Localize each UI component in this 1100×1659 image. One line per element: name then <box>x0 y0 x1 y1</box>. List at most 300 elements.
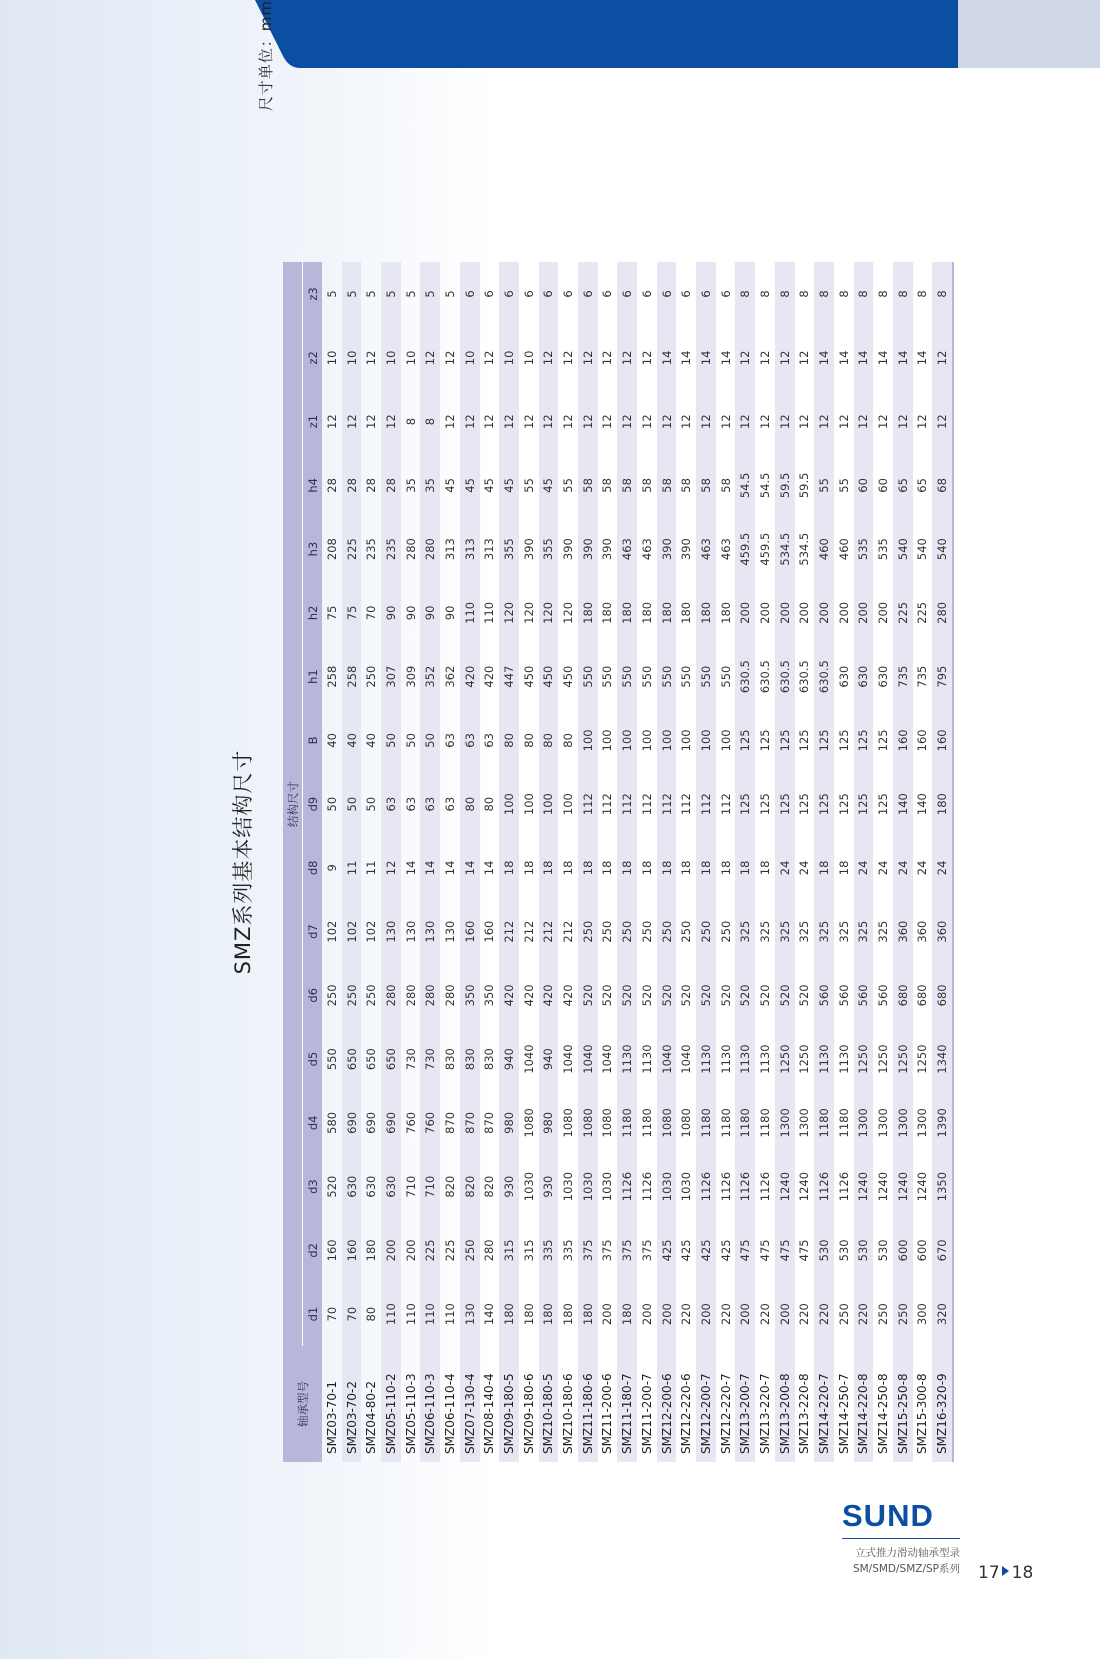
value-cell-b: 100 <box>696 708 716 772</box>
table-row <box>440 262 460 1462</box>
value-cell-b: 63 <box>442 733 457 748</box>
value-cell-d2: 475 <box>757 1239 772 1262</box>
value-cell-d5: 1130 <box>735 1027 755 1091</box>
column-header-h1: h1 <box>303 645 323 709</box>
value-cell-d7: 325 <box>854 900 874 964</box>
value-cell-d7: 325 <box>735 900 755 964</box>
value-cell-d5: 1250 <box>893 1027 913 1091</box>
value-cell-z1: 12 <box>775 390 795 454</box>
value-cell-z1: 12 <box>342 390 362 454</box>
value-cell-d1: 200 <box>657 1282 677 1346</box>
value-cell-d1: 180 <box>521 1303 536 1326</box>
value-cell-d2: 160 <box>342 1218 362 1282</box>
value-cell-d7: 212 <box>499 900 519 964</box>
value-cell-h4: 35 <box>420 453 440 517</box>
value-cell-d7: 360 <box>915 920 930 943</box>
value-cell-z1: 12 <box>521 414 536 429</box>
value-cell-b: 125 <box>775 708 795 772</box>
value-cell-h3: 235 <box>381 517 401 581</box>
value-cell-h2: 200 <box>836 601 851 624</box>
value-cell-z3: 5 <box>420 262 440 326</box>
value-cell-z1: 12 <box>482 414 497 429</box>
footer-divider <box>842 1538 960 1539</box>
column-header-d4: d4 <box>303 1091 323 1155</box>
column-header-d9: d9 <box>303 772 323 836</box>
value-cell-h3: 460 <box>814 517 834 581</box>
value-cell-h3: 235 <box>364 538 379 561</box>
value-cell-z2: 14 <box>696 326 716 390</box>
value-cell-d6: 680 <box>932 963 953 1027</box>
value-cell-h2: 180 <box>639 601 654 624</box>
value-cell-d6: 520 <box>797 984 812 1007</box>
table-row <box>913 262 933 1462</box>
value-cell-d7: 130 <box>403 920 418 943</box>
value-cell-h1: 735 <box>893 645 913 709</box>
value-cell-d2: 335 <box>561 1239 576 1262</box>
value-cell-z3: 8 <box>797 290 812 298</box>
page-number-left: 17 <box>978 1563 1000 1583</box>
table-row <box>755 262 775 1462</box>
value-cell-d4: 1180 <box>696 1091 716 1155</box>
value-cell-h4: 55 <box>814 453 834 517</box>
table-row <box>480 262 500 1462</box>
value-cell-d8: 18 <box>814 836 834 900</box>
value-cell-z2: 10 <box>460 326 480 390</box>
value-cell-d8: 14 <box>403 860 418 876</box>
value-cell-b: 100 <box>639 729 654 752</box>
value-cell-b: 125 <box>814 708 834 772</box>
value-cell-z1: 12 <box>814 390 834 454</box>
value-cell-d5: 1130 <box>814 1027 834 1091</box>
table-row <box>735 262 755 1462</box>
value-cell-h4: 45 <box>442 478 457 493</box>
value-cell-d3: 710 <box>420 1155 440 1219</box>
value-cell-z2: 12 <box>442 350 457 366</box>
value-cell-h2: 120 <box>521 601 536 624</box>
header-band <box>0 0 1100 68</box>
value-cell-z3: 6 <box>460 262 480 326</box>
value-cell-z2: 10 <box>403 350 418 366</box>
value-cell-h1: 795 <box>932 645 953 709</box>
value-cell-d5: 1130 <box>617 1027 637 1091</box>
model-cell: SMZ04-80-2 <box>364 1380 379 1454</box>
value-cell-h1: 550 <box>600 665 615 688</box>
value-cell-d2: 375 <box>639 1239 654 1262</box>
value-cell-d5: 650 <box>364 1048 379 1071</box>
column-header-d6: d6 <box>303 963 323 1027</box>
value-cell-z2: 14 <box>876 350 891 366</box>
value-cell-d5: 940 <box>499 1027 519 1091</box>
value-cell-h1: 250 <box>364 665 379 688</box>
model-cell: SMZ11-180-7 <box>617 1346 637 1462</box>
table-row <box>381 262 401 1462</box>
value-cell-d4: 1080 <box>679 1108 694 1138</box>
model-cell: SMZ14-250-8 <box>876 1373 891 1454</box>
table-row <box>716 262 736 1462</box>
value-cell-h4: 58 <box>679 478 694 493</box>
value-cell-h4: 55 <box>836 478 851 493</box>
value-cell-d5: 1250 <box>915 1044 930 1074</box>
model-cell: SMZ09-180-5 <box>499 1346 519 1462</box>
value-cell-d3: 1126 <box>836 1171 851 1202</box>
table-row <box>696 262 716 1462</box>
value-cell-b: 160 <box>893 708 913 772</box>
value-cell-z3: 8 <box>854 262 874 326</box>
value-cell-h2: 75 <box>342 581 362 645</box>
value-cell-z2: 14 <box>679 350 694 366</box>
table-row <box>578 262 598 1462</box>
value-cell-h1: 550 <box>639 665 654 688</box>
value-cell-d1: 110 <box>420 1282 440 1346</box>
value-cell-z3: 6 <box>639 290 654 298</box>
value-cell-d9: 100 <box>561 793 576 816</box>
table-row <box>420 262 440 1462</box>
value-cell-d8: 18 <box>696 836 716 900</box>
value-cell-h2: 120 <box>539 581 559 645</box>
value-cell-d9: 140 <box>915 793 930 816</box>
value-cell-d7: 360 <box>932 900 953 964</box>
value-cell-h3: 535 <box>876 538 891 561</box>
value-cell-z3: 6 <box>679 290 694 298</box>
value-cell-z2: 12 <box>775 326 795 390</box>
value-cell-h3: 390 <box>600 538 615 561</box>
value-cell-z1: 8 <box>420 390 440 454</box>
value-cell-b: 80 <box>521 733 536 748</box>
value-cell-d3: 1030 <box>679 1171 694 1202</box>
value-cell-d5: 940 <box>539 1027 559 1091</box>
value-cell-d6: 560 <box>814 963 834 1027</box>
table-row <box>637 262 657 1462</box>
value-cell-d8: 18 <box>578 836 598 900</box>
value-cell-d1: 200 <box>696 1282 716 1346</box>
value-cell-h4: 45 <box>539 453 559 517</box>
catalog-title: 立式推力滑动轴承型录 <box>855 1547 960 1559</box>
value-cell-b: 160 <box>915 729 930 752</box>
value-cell-b: 100 <box>578 708 598 772</box>
value-cell-d1: 180 <box>617 1282 637 1346</box>
value-cell-d3: 1240 <box>775 1155 795 1219</box>
value-cell-d5: 1340 <box>932 1027 953 1091</box>
value-cell-b: 125 <box>836 729 851 752</box>
value-cell-z3: 8 <box>915 290 930 298</box>
value-cell-d5: 1250 <box>797 1044 812 1074</box>
value-cell-z1: 12 <box>854 390 874 454</box>
value-cell-h4: 58 <box>718 478 733 493</box>
model-cell: SMZ09-180-6 <box>521 1373 536 1454</box>
value-cell-d9: 63 <box>420 772 440 836</box>
value-cell-h1: 550 <box>679 665 694 688</box>
table-row <box>676 262 696 1462</box>
value-cell-d1: 220 <box>854 1282 874 1346</box>
value-cell-d7: 325 <box>814 900 834 964</box>
value-cell-h1: 420 <box>482 665 497 688</box>
model-cell: SMZ14-220-8 <box>854 1346 874 1462</box>
model-cell: SMZ13-220-7 <box>757 1373 772 1454</box>
value-cell-d5: 1130 <box>696 1027 716 1091</box>
value-cell-h2: 180 <box>696 581 716 645</box>
value-cell-z1: 12 <box>876 414 891 429</box>
value-cell-d7: 325 <box>757 920 772 943</box>
value-cell-d9: 112 <box>696 772 716 836</box>
value-cell-d7: 212 <box>561 920 576 943</box>
value-cell-d4: 1080 <box>578 1091 598 1155</box>
value-cell-d5: 1040 <box>600 1044 615 1074</box>
model-cell: SMZ12-200-7 <box>696 1346 716 1462</box>
table-row <box>598 262 618 1462</box>
value-cell-z2: 14 <box>854 326 874 390</box>
value-cell-d2: 475 <box>797 1239 812 1262</box>
value-cell-z1: 12 <box>836 414 851 429</box>
model-cell: SMZ08-140-4 <box>482 1373 497 1454</box>
value-cell-h1: 352 <box>420 645 440 709</box>
value-cell-h2: 110 <box>482 601 497 624</box>
value-cell-z2: 10 <box>521 350 536 366</box>
value-cell-d8: 18 <box>499 836 519 900</box>
value-cell-d8: 18 <box>718 860 733 876</box>
value-cell-d8: 18 <box>639 860 654 876</box>
value-cell-z1: 12 <box>324 414 339 429</box>
value-cell-z1: 12 <box>460 390 480 454</box>
value-cell-h2: 180 <box>679 601 694 624</box>
value-cell-d1: 180 <box>499 1282 519 1346</box>
value-cell-b: 40 <box>364 733 379 748</box>
value-cell-h3: 390 <box>657 517 677 581</box>
value-cell-d5: 830 <box>482 1048 497 1071</box>
value-cell-z1: 12 <box>539 390 559 454</box>
value-cell-d7: 102 <box>324 920 339 943</box>
value-cell-z1: 12 <box>499 390 519 454</box>
page-title: SMZ系列基本结构尺寸 <box>231 749 255 975</box>
value-cell-z1: 12 <box>893 390 913 454</box>
value-cell-h2: 200 <box>775 581 795 645</box>
value-cell-z2: 14 <box>718 350 733 366</box>
value-cell-b: 40 <box>324 733 339 748</box>
value-cell-d3: 1126 <box>639 1171 654 1202</box>
table-row <box>893 262 913 1462</box>
column-header-b: B <box>303 708 323 772</box>
value-cell-d8: 14 <box>460 836 480 900</box>
value-cell-d3: 1030 <box>600 1171 615 1202</box>
value-cell-h2: 200 <box>797 601 812 624</box>
value-cell-d1: 180 <box>578 1282 598 1346</box>
value-cell-d2: 425 <box>657 1218 677 1282</box>
value-cell-d7: 250 <box>639 920 654 943</box>
table-header <box>283 262 322 1462</box>
value-cell-z3: 8 <box>893 262 913 326</box>
value-cell-h2: 110 <box>460 581 480 645</box>
value-cell-d2: 475 <box>735 1218 755 1282</box>
model-cell: SMZ12-220-7 <box>718 1373 733 1454</box>
value-cell-h4: 28 <box>324 478 339 493</box>
value-cell-d1: 250 <box>893 1282 913 1346</box>
value-cell-d6: 520 <box>757 984 772 1007</box>
value-cell-z3: 8 <box>735 262 755 326</box>
value-cell-d4: 1180 <box>718 1108 733 1138</box>
value-cell-d3: 930 <box>539 1155 559 1219</box>
value-cell-d8: 18 <box>617 836 637 900</box>
value-cell-h1: 630 <box>876 665 891 688</box>
value-cell-d3: 820 <box>460 1155 480 1219</box>
value-cell-d9: 100 <box>499 772 519 836</box>
value-cell-z3: 6 <box>657 262 677 326</box>
value-cell-h1: 630.5 <box>757 660 772 694</box>
value-cell-z2: 14 <box>836 350 851 366</box>
page-arrow-icon <box>1002 1566 1009 1576</box>
value-cell-d1: 220 <box>679 1303 694 1326</box>
value-cell-h1: 550 <box>617 645 637 709</box>
value-cell-d2: 530 <box>814 1218 834 1282</box>
column-header-h2: h2 <box>303 581 323 645</box>
value-cell-d6: 520 <box>735 963 755 1027</box>
model-cell: SMZ11-200-7 <box>639 1373 654 1454</box>
value-cell-h3: 390 <box>521 538 536 561</box>
value-cell-z2: 14 <box>657 326 677 390</box>
value-cell-d7: 250 <box>600 920 615 943</box>
value-cell-b: 40 <box>342 708 362 772</box>
value-cell-d7: 250 <box>657 900 677 964</box>
value-cell-d6: 520 <box>696 963 716 1027</box>
value-cell-h1: 630.5 <box>735 645 755 709</box>
value-cell-d1: 250 <box>836 1303 851 1326</box>
value-cell-d9: 112 <box>679 793 694 816</box>
group-header: 结构尺寸 <box>283 262 303 1346</box>
table-row <box>322 262 342 1462</box>
model-cell: SMZ13-220-8 <box>797 1373 812 1454</box>
table-row <box>657 262 677 1462</box>
value-cell-d5: 830 <box>460 1027 480 1091</box>
value-cell-b: 63 <box>482 733 497 748</box>
model-cell: SMZ14-250-7 <box>836 1373 851 1454</box>
column-header-d1: d1 <box>303 1282 323 1346</box>
value-cell-h2: 200 <box>735 581 755 645</box>
value-cell-d6: 520 <box>600 984 615 1007</box>
value-cell-d8: 24 <box>797 860 812 876</box>
value-cell-d3: 710 <box>403 1175 418 1198</box>
value-cell-z1: 12 <box>364 414 379 429</box>
value-cell-d9: 180 <box>932 772 953 836</box>
value-cell-h3: 355 <box>499 517 519 581</box>
value-cell-d6: 420 <box>521 984 536 1007</box>
model-cell: SMZ13-200-7 <box>735 1346 755 1462</box>
value-cell-d4: 870 <box>482 1111 497 1134</box>
value-cell-d6: 280 <box>381 963 401 1027</box>
value-cell-h3: 208 <box>324 538 339 561</box>
value-cell-h4: 59.5 <box>797 472 812 499</box>
value-cell-z3: 6 <box>521 290 536 298</box>
value-cell-d6: 560 <box>876 984 891 1007</box>
value-cell-d9: 63 <box>381 772 401 836</box>
value-cell-h1: 630 <box>854 645 874 709</box>
value-cell-d7: 102 <box>364 920 379 943</box>
value-cell-h4: 28 <box>342 453 362 517</box>
value-cell-b: 100 <box>600 729 615 752</box>
value-cell-d4: 1300 <box>775 1091 795 1155</box>
value-cell-d6: 350 <box>460 963 480 1027</box>
value-cell-h1: 258 <box>342 645 362 709</box>
value-cell-h3: 390 <box>561 538 576 561</box>
value-cell-d5: 1250 <box>876 1044 891 1074</box>
value-cell-z3: 8 <box>814 262 834 326</box>
column-header-d2: d2 <box>303 1218 323 1282</box>
value-cell-d9: 112 <box>718 793 733 816</box>
value-cell-z1: 12 <box>757 414 772 429</box>
value-cell-d9: 100 <box>539 772 559 836</box>
value-cell-b: 80 <box>561 733 576 748</box>
value-cell-d5: 1250 <box>854 1027 874 1091</box>
value-cell-d9: 112 <box>657 772 677 836</box>
model-cell: SMZ11-200-6 <box>600 1373 615 1454</box>
value-cell-d1: 220 <box>718 1303 733 1326</box>
value-cell-d3: 630 <box>364 1175 379 1198</box>
value-cell-d6: 520 <box>775 963 795 1027</box>
value-cell-d1: 220 <box>757 1303 772 1326</box>
value-cell-d8: 24 <box>915 860 930 876</box>
value-cell-d7: 250 <box>718 920 733 943</box>
value-cell-h3: 460 <box>836 538 851 561</box>
value-cell-d3: 1030 <box>657 1155 677 1219</box>
value-cell-d6: 280 <box>403 984 418 1007</box>
value-cell-d7: 250 <box>696 900 716 964</box>
value-cell-d1: 70 <box>342 1282 362 1346</box>
model-cell: SMZ05-110-2 <box>381 1346 401 1462</box>
value-cell-h4: 28 <box>364 478 379 493</box>
value-cell-d7: 250 <box>578 900 598 964</box>
value-cell-h1: 362 <box>442 665 457 688</box>
value-cell-h3: 463 <box>617 517 637 581</box>
value-cell-d8: 18 <box>521 860 536 876</box>
value-cell-h3: 280 <box>403 538 418 561</box>
value-cell-z1: 12 <box>442 414 457 429</box>
value-cell-z3: 8 <box>757 290 772 298</box>
value-cell-d4: 1180 <box>757 1108 772 1138</box>
value-cell-d2: 600 <box>915 1239 930 1262</box>
value-cell-d2: 335 <box>539 1218 559 1282</box>
value-cell-h2: 180 <box>617 581 637 645</box>
value-cell-d1: 200 <box>639 1303 654 1326</box>
value-cell-d4: 690 <box>342 1091 362 1155</box>
value-cell-h3: 313 <box>442 538 457 561</box>
dimensions-table <box>283 262 954 1462</box>
value-cell-z1: 12 <box>561 414 576 429</box>
model-cell: SMZ03-70-1 <box>324 1380 339 1454</box>
value-cell-h2: 90 <box>403 605 418 621</box>
value-cell-z2: 12 <box>932 326 953 390</box>
header-band-gray <box>958 0 1100 68</box>
value-cell-d2: 250 <box>460 1218 480 1282</box>
value-cell-d6: 560 <box>836 984 851 1007</box>
value-cell-h2: 200 <box>757 601 772 624</box>
value-cell-d4: 1180 <box>836 1108 851 1138</box>
value-cell-h4: 68 <box>932 453 953 517</box>
table-row <box>834 262 854 1462</box>
page-numbers <box>978 1563 1058 1589</box>
value-cell-d6: 350 <box>482 984 497 1007</box>
value-cell-h1: 630 <box>836 665 851 688</box>
value-cell-z2: 12 <box>364 350 379 366</box>
value-cell-d9: 125 <box>854 772 874 836</box>
value-cell-d2: 280 <box>482 1239 497 1262</box>
value-cell-d6: 280 <box>420 963 440 1027</box>
model-cell: SMZ15-250-8 <box>893 1346 913 1462</box>
value-cell-d6: 250 <box>342 963 362 1027</box>
value-cell-d2: 200 <box>403 1239 418 1262</box>
value-cell-h4: 54.5 <box>757 472 772 499</box>
value-cell-b: 80 <box>499 708 519 772</box>
value-cell-z2: 12 <box>482 350 497 366</box>
value-cell-d9: 125 <box>735 772 755 836</box>
table-row <box>519 262 539 1462</box>
value-cell-z2: 14 <box>893 326 913 390</box>
